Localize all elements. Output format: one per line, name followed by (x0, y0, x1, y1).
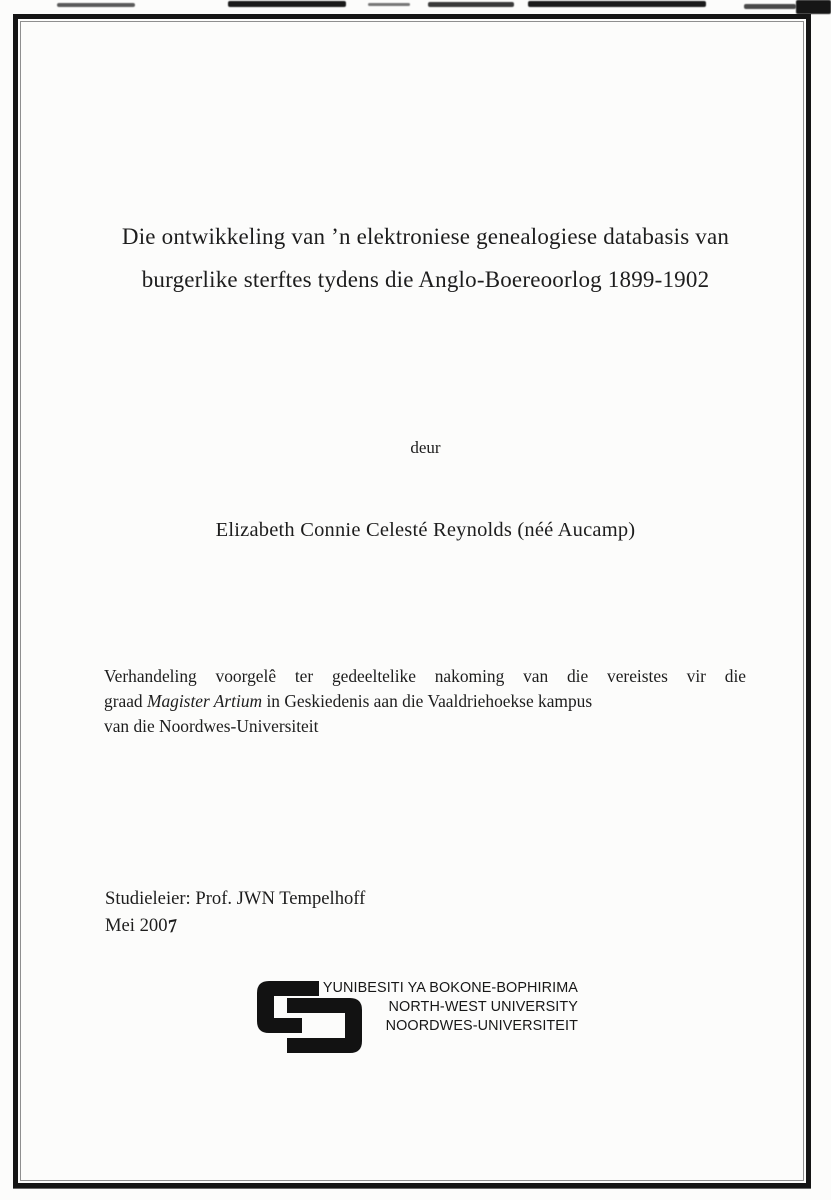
scan-artifact (57, 3, 135, 7)
statement-line-2-prefix: graad (104, 691, 147, 711)
statement-line-2-suffix: in Geskiedenis aan die Vaaldriehoekse kampus (262, 691, 593, 711)
date-last-digit: 7 (167, 915, 178, 938)
scan-artifact (744, 4, 796, 9)
nwu-wordmark-line-3: NOORDWES-UNIVERSITEIT (385, 1017, 578, 1034)
scan-artifact (368, 3, 410, 6)
nwu-wordmark (316, 979, 578, 1035)
date-line (105, 912, 605, 939)
statement-line-3: van die Noordwes-Universiteit (104, 716, 319, 736)
scan-artifact (228, 1, 346, 7)
degree-name: Magister Artium (146, 691, 263, 711)
supervisor-line: Studieleier: Prof. JWN Tempelhoff (105, 888, 366, 909)
supervisor-date-block (105, 885, 605, 939)
submission-statement (104, 664, 746, 739)
scan-artifact (796, 0, 831, 14)
date-prefix: Mei 200 (105, 915, 168, 936)
byline-label: deur (410, 438, 441, 457)
thesis-title-line-1: Die ontwikkeling van ’n elektroniese genealogiese databasis van (121, 224, 730, 249)
scan-artifact (528, 1, 706, 7)
scan-artifact (428, 2, 514, 7)
nwu-wordmark-line-2: NORTH-WEST UNIVERSITY (388, 998, 578, 1015)
thesis-title-line-2: burgerlike sterftes tydens die Anglo-Boereoorlog 1899-1902 (141, 267, 710, 292)
author-name: Elizabeth Connie Celesté Reynolds (néé Aucamp) (215, 519, 636, 541)
statement-line-1: Verhandeling voorgelê ter gedeeltelike nakoming van die vereistes vir die (104, 666, 746, 686)
nwu-wordmark-line-1: YUNIBESITI YA BOKONE-BOPHIRIMA (322, 980, 578, 996)
thesis-title (42, 215, 809, 301)
statement-line-2 (104, 689, 746, 714)
